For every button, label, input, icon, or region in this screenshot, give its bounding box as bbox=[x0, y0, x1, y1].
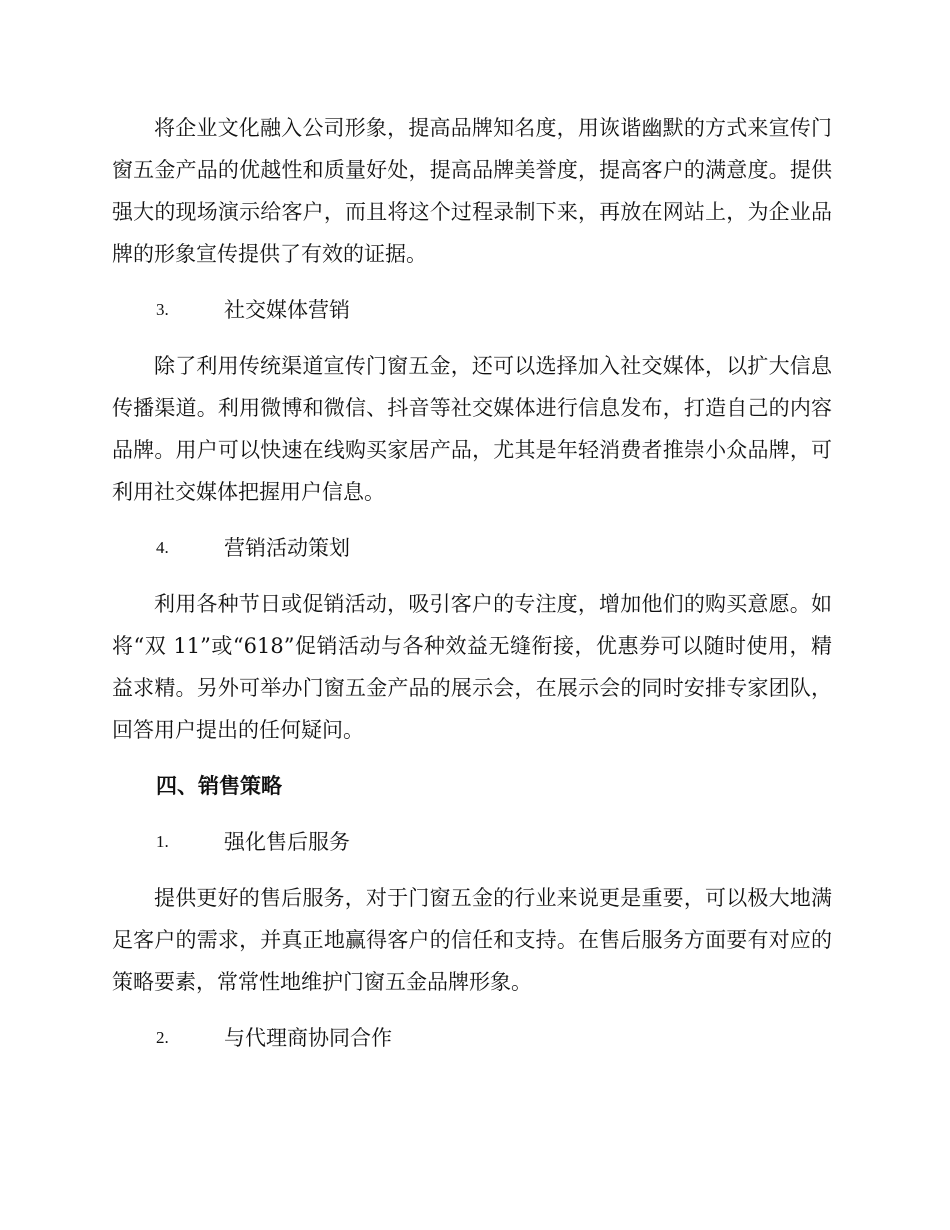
list-item-social-media bbox=[112, 289, 832, 331]
document-body bbox=[112, 107, 832, 1073]
list-number: 4. bbox=[156, 538, 169, 557]
list-item-agent-cooperation bbox=[112, 1017, 832, 1059]
paragraph-social-media: 除了利用传统渠道宣传门窗五金，还可以选择加入社交媒体，以扩大信息传播渠道。利用微博和微信、抖音等社交媒体进行信息发布，打造自己的内容品牌。用户可以快速在线购买家居产品，尤其是年轻消费者推崇小众品牌，可利用社交媒体把握用户信息。 bbox=[112, 354, 832, 504]
list-number: 2. bbox=[156, 1028, 169, 1047]
list-label: 强化售后服务 bbox=[224, 830, 350, 854]
paragraph-campaign-planning: 利用各种节日或促销活动，吸引客户的专注度，增加他们的购买意愿。如将“双 11”或“618”促销活动与各种效益无缝衔接，优惠券可以随时使用，精益求精。另外可举办门窗五金产品的展示会，在展示会的同时安排专家团队，回答用户提出的任何疑问。 bbox=[112, 592, 832, 742]
list-number: 1. bbox=[156, 832, 169, 851]
paragraph-after-sales: 提供更好的售后服务，对于门窗五金的行业来说更是重要，可以极大地满足客户的需求，并真正地赢得客户的信任和支持。在售后服务方面要有对应的策略要素，常常性地维护门窗五金品牌形象。 bbox=[112, 886, 832, 994]
list-label: 社交媒体营销 bbox=[224, 298, 350, 322]
list-item-after-sales bbox=[112, 821, 832, 863]
paragraph-brand-culture: 将企业文化融入公司形象，提高品牌知名度，用诙谐幽默的方式来宣传门窗五金产品的优越性和质量好处，提高品牌美誉度，提高客户的满意度。提供强大的现场演示给客户，而且将这个过程录制下来，再放在网站上，为企业品牌的形象宣传提供了有效的证据。 bbox=[112, 116, 832, 266]
list-item-campaign-planning bbox=[112, 527, 832, 569]
list-number: 3. bbox=[156, 300, 169, 319]
list-label: 与代理商协同合作 bbox=[224, 1026, 392, 1050]
section-heading-sales-strategy: 四、销售策略 bbox=[156, 773, 282, 798]
list-label: 营销活动策划 bbox=[224, 536, 350, 560]
